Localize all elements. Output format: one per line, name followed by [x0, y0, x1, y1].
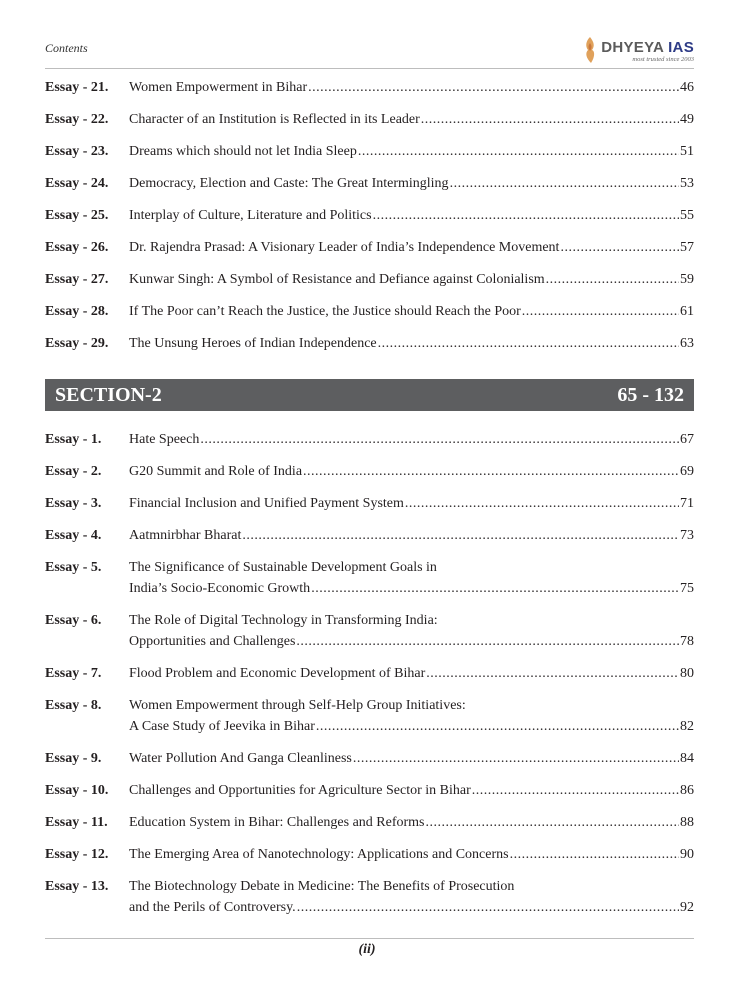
- toc-entry-page: 75: [680, 581, 694, 596]
- toc-entry-page: 78: [680, 634, 694, 649]
- toc-entry-label: Essay - 12.: [45, 847, 109, 862]
- toc-entry-title: Kunwar Singh: A Symbol of Resistance and Defiance against Colonialism: [129, 272, 545, 287]
- toc-entry-page: 61: [680, 304, 694, 319]
- toc-entry-page: 53: [680, 176, 694, 191]
- dot-leader: [358, 141, 679, 162]
- toc-entry-page: 49: [680, 112, 694, 127]
- footer-divider: [45, 938, 694, 939]
- dot-leader: [378, 333, 679, 354]
- toc-entry-label: Essay - 2.: [45, 464, 102, 479]
- dot-leader: [405, 493, 679, 514]
- toc-entry-title: Education System in Bihar: Challenges and Reforms: [129, 815, 425, 830]
- toc-entry-title: The Role of Digital Technology in Transforming India:: [129, 613, 438, 628]
- toc-entry-page: 80: [680, 666, 694, 681]
- dot-leader: [472, 780, 679, 801]
- toc-entry-page: 57: [680, 240, 694, 255]
- toc-entry-label: Essay - 28.: [45, 304, 109, 319]
- toc-entry-title: Women Empowerment through Self-Help Group Initiatives:: [129, 698, 466, 713]
- running-header-title: Contents: [45, 41, 88, 55]
- toc-entry-label: Essay - 6.: [45, 613, 102, 628]
- toc-entry[interactable]: [45, 525, 694, 557]
- toc-entry-page: 55: [680, 208, 694, 223]
- toc-entry[interactable]: [45, 780, 694, 812]
- brand-tagline: most trusted since 2003: [632, 56, 694, 63]
- toc-entry-title: If The Poor can’t Reach the Justice, the Justice should Reach the Poor: [129, 304, 521, 319]
- toc-entry-page: 90: [680, 847, 694, 862]
- toc-entry-label: Essay - 29.: [45, 336, 109, 351]
- toc-entry-title: Character of an Institution is Reflected in its Leader: [129, 112, 420, 127]
- dot-leader: [426, 663, 679, 684]
- toc-entry-title: A Case Study of Jeevika in Bihar: [129, 719, 315, 734]
- brand-name-part1: DHYEYA: [601, 39, 664, 56]
- toc-entry[interactable]: [45, 205, 694, 237]
- toc-entry-page: 67: [680, 432, 694, 447]
- toc-entry-page: 46: [680, 80, 694, 95]
- toc-entry-label: Essay - 22.: [45, 112, 109, 127]
- toc-entry-title: Aatmnirbhar Bharat: [129, 528, 242, 543]
- dot-leader: [353, 748, 679, 769]
- page-header: [45, 36, 694, 69]
- dot-leader: [560, 237, 679, 258]
- toc-entry-title: The Significance of Sustainable Development Goals in: [129, 560, 437, 575]
- toc-entry-title: Water Pollution And Ganga Cleanliness: [129, 751, 352, 766]
- toc-entry-title: Opportunities and Challenges: [129, 634, 296, 649]
- toc-entry-title: Financial Inclusion and Unified Payment System: [129, 496, 404, 511]
- toc-entry-label: Essay - 4.: [45, 528, 102, 543]
- brand-logo: [582, 36, 694, 66]
- toc-entry-label: Essay - 25.: [45, 208, 109, 223]
- dot-leader: [450, 173, 679, 194]
- toc-entry-label: Essay - 1.: [45, 432, 102, 447]
- dot-leader: [426, 812, 679, 833]
- toc-entry[interactable]: [45, 844, 694, 876]
- toc-entry[interactable]: [45, 429, 694, 461]
- toc-entry[interactable]: [45, 77, 694, 109]
- dot-leader: [421, 109, 679, 130]
- toc-entry[interactable]: [45, 333, 694, 365]
- dot-leader: [510, 844, 679, 865]
- section-header-bar: [45, 379, 694, 411]
- section-title: SECTION-2: [55, 383, 162, 406]
- toc-entry-label: Essay - 27.: [45, 272, 109, 287]
- dot-leader: [311, 578, 679, 599]
- toc-entry[interactable]: [45, 876, 694, 929]
- toc-entry[interactable]: [45, 557, 694, 610]
- flame-icon: [582, 36, 598, 64]
- toc-entry[interactable]: [45, 493, 694, 525]
- toc-entry-title: Women Empowerment in Bihar: [129, 80, 308, 95]
- toc-entry-page: 73: [680, 528, 694, 543]
- toc-entry-title: Interplay of Culture, Literature and Politics: [129, 208, 372, 223]
- toc-entry-label: Essay - 9.: [45, 751, 102, 766]
- toc-entry[interactable]: [45, 610, 694, 663]
- toc-entry-page: 82: [680, 719, 694, 734]
- toc-list-part1: [45, 77, 694, 365]
- toc-entry[interactable]: [45, 301, 694, 333]
- toc-entry-page: 88: [680, 815, 694, 830]
- toc-entry-label: Essay - 3.: [45, 496, 102, 511]
- toc-entry-title: Challenges and Opportunities for Agriculture Sector in Bihar: [129, 783, 471, 798]
- dot-leader: [546, 269, 679, 290]
- section-page-range: 65 - 132: [617, 383, 684, 406]
- toc-entry-page: 59: [680, 272, 694, 287]
- page-number: (ii): [358, 942, 376, 957]
- toc-entry-label: Essay - 13.: [45, 879, 109, 894]
- toc-entry-label: Essay - 7.: [45, 666, 102, 681]
- dot-leader: [316, 716, 679, 737]
- dot-leader: [200, 429, 679, 450]
- toc-entry[interactable]: [45, 663, 694, 695]
- toc-entry-page: 86: [680, 783, 694, 798]
- toc-entry[interactable]: [45, 173, 694, 205]
- toc-entry-page: 92: [680, 900, 694, 915]
- toc-entry-title: Dreams which should not let India Sleep: [129, 144, 357, 159]
- dot-leader: [303, 461, 679, 482]
- toc-entry-label: Essay - 8.: [45, 698, 102, 713]
- toc-entry[interactable]: [45, 461, 694, 493]
- toc-entry-label: Essay - 24.: [45, 176, 109, 191]
- brand-name-part2: IAS: [668, 39, 694, 56]
- dot-leader: [308, 77, 679, 98]
- toc-entry-title: The Emerging Area of Nanotechnology: Applications and Concerns: [129, 847, 509, 862]
- toc-entry[interactable]: [45, 695, 694, 748]
- toc-entry-page: 84: [680, 751, 694, 766]
- toc-entry-title: G20 Summit and Role of India: [129, 464, 303, 479]
- toc-entry-label: Essay - 10.: [45, 783, 109, 798]
- toc-entry[interactable]: [45, 109, 694, 141]
- toc-entry[interactable]: [45, 812, 694, 844]
- toc-entry[interactable]: [45, 269, 694, 301]
- toc-list-part2: [45, 429, 694, 929]
- toc-entry-title: The Biotechnology Debate in Medicine: The Benefits of Prosecution: [129, 879, 515, 894]
- toc-entry-page: 63: [680, 336, 694, 351]
- toc-entry-label: Essay - 23.: [45, 144, 109, 159]
- toc-entry[interactable]: [45, 237, 694, 269]
- toc-entry-title: and the Perils of Controversy.: [129, 900, 296, 915]
- toc-entry-label: Essay - 26.: [45, 240, 109, 255]
- toc-entry-page: 51: [680, 144, 694, 159]
- toc-entry-label: Essay - 11.: [45, 815, 108, 830]
- toc-entry-title: Hate Speech: [129, 432, 200, 447]
- dot-leader: [297, 897, 679, 918]
- dot-leader: [373, 205, 679, 226]
- toc-entry-label: Essay - 21.: [45, 80, 109, 95]
- toc-entry-label: Essay - 5.: [45, 560, 102, 575]
- dot-leader: [296, 631, 679, 652]
- toc-entry-title: Dr. Rajendra Prasad: A Visionary Leader of India’s Independence Movement: [129, 240, 560, 255]
- toc-entry-title: Democracy, Election and Caste: The Great Intermingling: [129, 176, 449, 191]
- dot-leader: [522, 301, 679, 322]
- toc-entry-page: 71: [680, 496, 694, 511]
- toc-entry-title: India’s Socio-Economic Growth: [129, 581, 311, 596]
- toc-entry-title: Flood Problem and Economic Development of Bihar: [129, 666, 426, 681]
- toc-entry[interactable]: [45, 748, 694, 780]
- toc-entry-title: The Unsung Heroes of Indian Independence: [129, 336, 377, 351]
- toc-entry[interactable]: [45, 141, 694, 173]
- toc-entry-page: 69: [680, 464, 694, 479]
- dot-leader: [242, 525, 679, 546]
